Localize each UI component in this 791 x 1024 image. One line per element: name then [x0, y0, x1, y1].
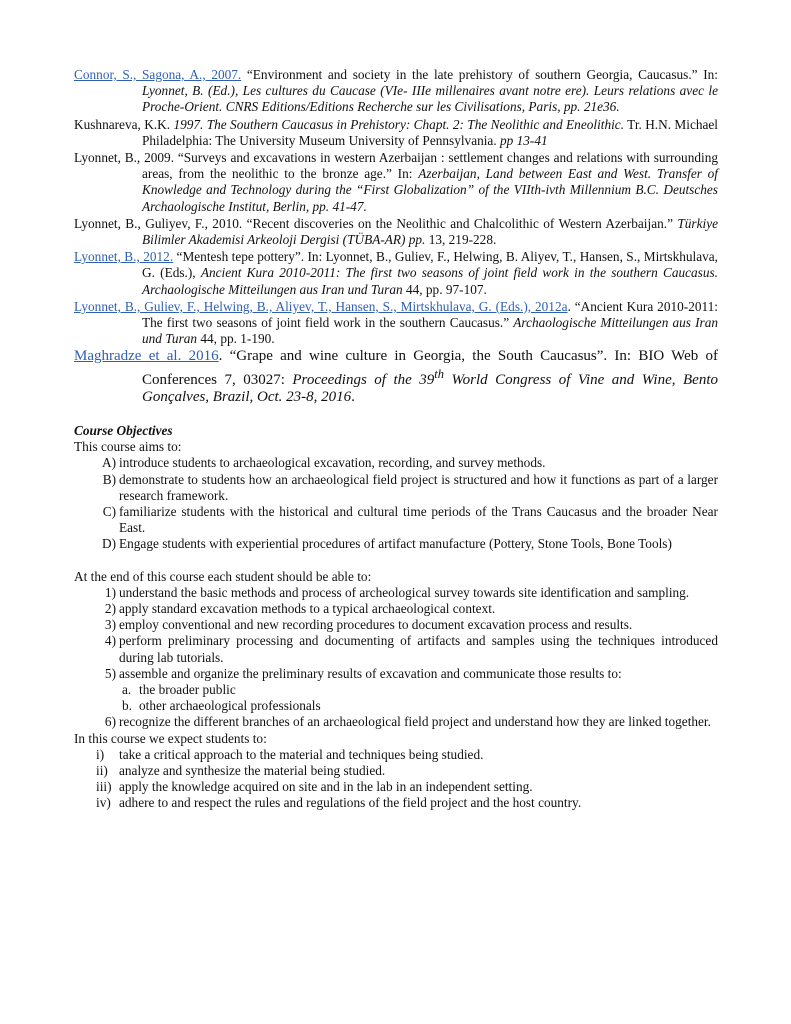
- expectations-list: [74, 747, 718, 812]
- list-item: C) familiarize students with the historical and cultural time periods of the Trans Caucasus and the broader Near East.: [102, 503, 718, 536]
- reference-link[interactable]: Connor, S., Sagona, A., 2007.: [74, 67, 242, 82]
- outcomes-list-continued: [74, 714, 718, 730]
- list-item: iii) apply the knowledge acquired on site and in the lab in an independent setting.: [96, 779, 533, 795]
- list-item: 2) apply standard excavation methods to a typical archaeological context.: [104, 600, 496, 616]
- list-item: 6) recognize the different branches of an archaeological field project and understand how they are linked together.: [104, 714, 711, 730]
- list-item: i) take a critical approach to the material and techniques being studied.: [96, 746, 484, 762]
- list-item: 1) understand the basic methods and process of archeological survey towards site identification and sampling.: [104, 584, 690, 600]
- section-heading-course-objectives: Course Objectives: [74, 422, 173, 438]
- list-item: B) demonstrate to students how an archaeological field project is structured and how it functions as part of a larger research framework.: [102, 471, 718, 503]
- list-item: iv) adhere to and respect the rules and regulations of the field project and the host country.: [96, 795, 582, 811]
- outcomes-sublist: [74, 682, 718, 714]
- reference-link[interactable]: Lyonnet, B., Guliev, F., Helwing, B., Aliyev, T., Hansen, S., Mirtskhulava, G. (Eds.), 2012a: [74, 298, 568, 314]
- list-item: b. other archaeological professionals: [122, 698, 321, 714]
- reference-lyonnet-2009: Lyonnet, B., 2009. “Surveys and excavations in western Azerbaijan : settlement changes and relations with surrounding areas, from the neolithic to the bronze age.” In: Azerbaijan, Land between East and West. Transfer of Knowledge and Technology during the “First Globalization” of the VIIth-ivth Millennium B.C. Deutsches Archaologische Institut, Berlin, pp. 41-47.: [74, 150, 719, 214]
- document-page: [74, 67, 718, 812]
- reference-lyonnet-2012: Lyonnet, B., 2012. “Mentesh tepe pottery”. In: Lyonnet, B., Guliev, F., Helwing, B. Aliyev, T., Hansen, S., Mirtskhulava, G. (Eds.), Ancient Kura 2010-2011: The first two seasons of joint field work in the southern Caucasus. Archaologische Mitteilungen aus Iran und Turan 44, pp. 97-107.: [74, 249, 718, 297]
- objectives-list: [74, 455, 718, 552]
- reference-link[interactable]: Maghradze et al. 2016: [74, 348, 219, 365]
- list-item: 4) perform preliminary processing and documenting of artifacts and samples using the techniques introduced during lab tutorials.: [104, 633, 718, 665]
- objectives-intro: This course aims to:: [74, 439, 182, 455]
- outcomes-intro: At the end of this course each student should be able to:: [74, 568, 372, 584]
- reference-list: [74, 67, 718, 407]
- reference-link[interactable]: Lyonnet, B., 2012.: [74, 249, 174, 265]
- reference-connor-sagona: Connor, S., Sagona, A., 2007. “Environment and society in the late prehistory of southern Georgia, Caucasus.” In: Lyonnet, B. (Ed.), Les cultures du Caucase (VIe- IIIe millenaires avant notre ere). Leurs relations avec le Proche-Orient. CNRS Editions/Editions Recherche sur les Civilisations, Paris, pp. 21e36.: [74, 67, 718, 115]
- reference-maghradze-2016: Maghradze et al. 2016. “Grape and wine culture in Georgia, the South Caucasus”. In: BIO Web of Conferences 7, 03027: Proceedings of the 39th World Congress of Vine and Wine, Bento Gonçalves, Brazil, Oct. 23-8, 2016.: [74, 348, 718, 406]
- list-item: A) introduce students to archaeological excavation, recording, and survey methods.: [101, 455, 546, 471]
- list-item: 3) employ conventional and new recording procedures to document excavation process and results.: [104, 617, 633, 633]
- reference-kushnareva: Kushnareva, K.K. 1997. The Southern Caucasus in Prehistory: Chapt. 2: The Neolithic and Eneolithic. Tr. H.N. Michael Philadelphia: The University Museum University of Pennsylvania. pp 13-41: [74, 116, 718, 148]
- list-item: a. the broader public: [122, 682, 236, 697]
- spacer: [74, 553, 718, 569]
- reference-lyonnet-2012a: Lyonnet, B., Guliev, F., Helwing, B., Aliyev, T., Hansen, S., Mirtskhulava, G. (Eds.), 2012a. “Ancient Kura 2010-2011: The first two seasons of joint field work in the southern Caucasus.” Archaologische Mitteilungen aus Iran und Turan 44, pp. 1-190.: [74, 298, 718, 347]
- list-item: ii) analyze and synthesize the material being studied.: [96, 763, 386, 779]
- list-item: D) Engage students with experiential procedures of artifact manufacture (Pottery, Stone Tools, Bone Tools): [101, 536, 672, 552]
- outcomes-list: [74, 585, 718, 682]
- expectations-intro: In this course we expect students to:: [74, 730, 267, 746]
- list-item: 5) assemble and organize the preliminary results of excavation and communicate those results to:: [104, 665, 622, 681]
- reference-lyonnet-guliyev-2010: Lyonnet, B., Guliyev, F., 2010. “Recent discoveries on the Neolithic and Chalcolithic of Western Azerbaijan.” Türkiye Bilimler Akademisi Arkeoloji Dergisi (TÜBA-AR) pp. 13, 219-228.: [74, 215, 718, 248]
